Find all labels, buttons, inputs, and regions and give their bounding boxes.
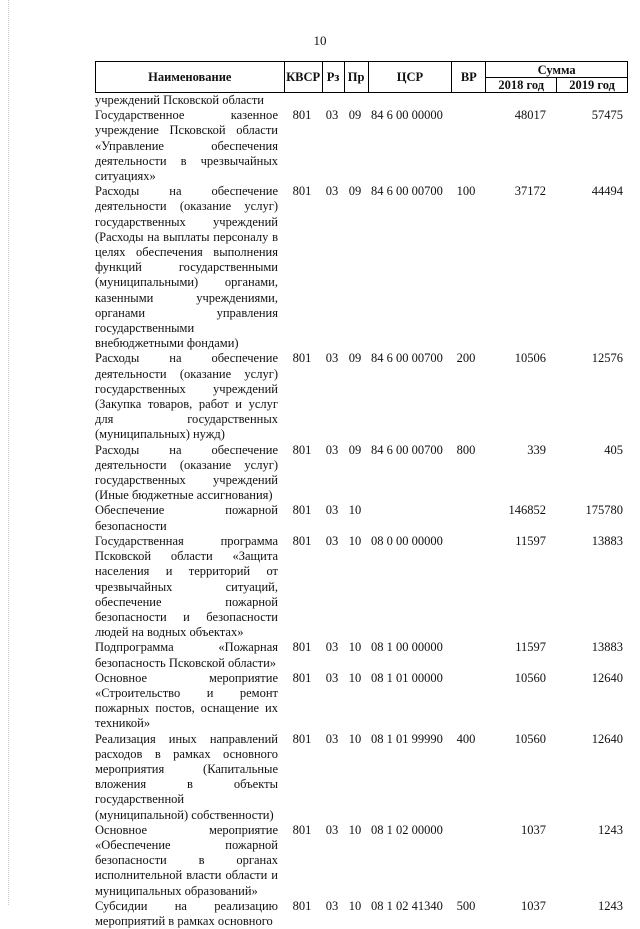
row-kvsr: 801 [292, 640, 312, 655]
row-kvsr: 801 [292, 533, 312, 548]
row-s18: 1037 [521, 898, 546, 913]
row-pr: 09 [348, 351, 362, 366]
row-name: Подпрограмма «Пожарная безопасность Псковской области» [95, 640, 278, 670]
row-s19: 12640 [591, 731, 623, 746]
row-kvsr: 801 [292, 822, 312, 837]
row-csr: 08 1 01 99990 [371, 731, 443, 746]
header-csr: ЦСР [368, 62, 452, 93]
row-csr: 84 6 00 00700 [371, 351, 443, 366]
row-kvsr: 801 [292, 184, 312, 199]
row-kvsr: 801 [292, 670, 312, 685]
row-s19: 44494 [591, 184, 623, 199]
row-rz: 03 [325, 503, 339, 518]
table-row [95, 899, 635, 929]
row-s19: 1243 [598, 822, 623, 837]
table-body [95, 93, 635, 929]
row-kvsr: 801 [292, 898, 312, 913]
row-kvsr: 801 [292, 731, 312, 746]
row-rz: 03 [325, 184, 339, 199]
row-pr: 09 [348, 108, 362, 123]
table-row [95, 732, 635, 823]
row-s18: 1037 [521, 822, 546, 837]
row-s18: 11597 [515, 640, 546, 655]
table-header [95, 61, 628, 93]
header-name: Наименование [96, 62, 285, 93]
row-name: Расходы на обеспечение деятельности (оказание услуг) государственных учреждений (Расходы на выплаты персоналу в целях обеспечения выполнения функций государственными (муниципальными) органами, казенными учреждениями, органами управления государственными внебюджетными фондами) [95, 184, 278, 351]
row-s18: 10560 [514, 731, 546, 746]
row-pr: 10 [348, 731, 362, 746]
row-pr: 10 [348, 533, 362, 548]
row-pr: 09 [348, 442, 362, 457]
row-rz: 03 [325, 670, 339, 685]
table-row [95, 108, 635, 184]
row-csr: 08 0 00 00000 [371, 533, 443, 548]
row-csr: 84 6 00 00000 [371, 108, 443, 123]
row-rz: 03 [325, 898, 339, 913]
header-rz: Рз [322, 62, 344, 93]
row-s19: 12576 [591, 351, 623, 366]
row-csr: 84 6 00 00700 [371, 442, 443, 457]
row-pr: 10 [348, 670, 362, 685]
row-rz: 03 [325, 442, 339, 457]
row-s18: 10506 [514, 351, 546, 366]
row-csr: 08 1 02 41340 [371, 898, 443, 913]
row-csr: 08 1 02 00000 [371, 822, 443, 837]
row-vr: 400 [456, 731, 476, 746]
table-row [95, 640, 635, 670]
row-s19: 13883 [591, 640, 623, 655]
row-rz: 03 [325, 731, 339, 746]
row-vr: 500 [456, 898, 476, 913]
row-rz: 03 [325, 108, 339, 123]
row-name: Государственное казенное учреждение Псковской области «Управление обеспечения деятельности в чрезвычайных ситуациях» [95, 108, 278, 184]
row-pr: 10 [348, 503, 362, 518]
left-margin-line [8, 0, 9, 905]
row-csr: 08 1 01 00000 [371, 670, 443, 685]
row-name: Обеспечение пожарной безопасности [95, 503, 278, 533]
row-pr: 10 [348, 640, 362, 655]
row-kvsr: 801 [292, 503, 312, 518]
row-s19: 175780 [585, 503, 623, 518]
row-name: Государственная программа Псковской области «Защита населения и территорий от чрезвычайных ситуаций, обеспечение пожарной безопасности и безопасности людей на водных объектах» [95, 533, 278, 640]
row-kvsr: 801 [292, 442, 312, 457]
table-row [95, 184, 635, 351]
header-year-2018: 2018 год [486, 78, 557, 93]
row-name: Субсидии на реализацию мероприятий в рамках основного [95, 898, 278, 928]
table-row [95, 443, 635, 504]
row-s19: 405 [604, 442, 623, 457]
table-row [95, 534, 635, 640]
row-pr: 09 [348, 184, 362, 199]
row-s18: 11597 [515, 533, 546, 548]
row-s19: 12640 [591, 670, 623, 685]
row-s18: 10560 [514, 670, 546, 685]
row-name: Основное мероприятие «Обеспечение пожарной безопасности в органах исполнительной власти области и муниципальных образований» [95, 822, 278, 898]
header-year-2019: 2019 год [557, 78, 628, 93]
row-s18: 37172 [514, 184, 546, 199]
header-kvsr: КВСР [284, 62, 322, 93]
row-name: Расходы на обеспечение деятельности (оказание услуг) государственных учреждений (Закупка товаров, работ и услуг для государственных (муниципальных) нужд) [95, 351, 278, 442]
row-s19: 57475 [591, 108, 623, 123]
row-pr: 10 [348, 822, 362, 837]
row-name: Расходы на обеспечение деятельности (оказание услуг) государственных учреждений (Иные бюджетные ассигнования) [95, 442, 278, 503]
row-csr: 08 1 00 00000 [371, 640, 443, 655]
row-kvsr: 801 [292, 351, 312, 366]
table-row [95, 823, 635, 899]
row-s18: 146852 [508, 503, 546, 518]
row-rz: 03 [325, 351, 339, 366]
table-row [95, 671, 635, 732]
row-vr: 800 [456, 442, 476, 457]
header-vr: ВР [452, 62, 486, 93]
row-s18: 339 [527, 442, 546, 457]
row-rz: 03 [325, 822, 339, 837]
row-name: учреждений Псковской области [95, 93, 265, 107]
row-rz: 03 [325, 640, 339, 655]
row-rz: 03 [325, 533, 339, 548]
row-name: Реализация иных направлений расходов в рамках основного мероприятия (Капитальные вложения в объекты государственной (муниципальной) собственности) [95, 731, 278, 822]
row-pr: 10 [348, 898, 362, 913]
header-sum: Сумма [486, 62, 628, 78]
row-s19: 13883 [591, 533, 623, 548]
header-pr: Пр [344, 62, 368, 93]
row-s19: 1243 [598, 898, 623, 913]
table-row [95, 503, 635, 533]
row-kvsr: 801 [292, 108, 312, 123]
row-vr: 200 [456, 351, 476, 366]
row-name: Основное мероприятие «Строительство и ремонт пожарных постов, оснащение их техникой» [95, 670, 278, 731]
row-vr: 100 [456, 184, 476, 199]
table-row [95, 93, 635, 108]
row-s18: 48017 [514, 108, 546, 123]
page-number: 10 [313, 33, 327, 48]
row-csr: 84 6 00 00700 [371, 184, 443, 199]
table-row [95, 351, 635, 442]
